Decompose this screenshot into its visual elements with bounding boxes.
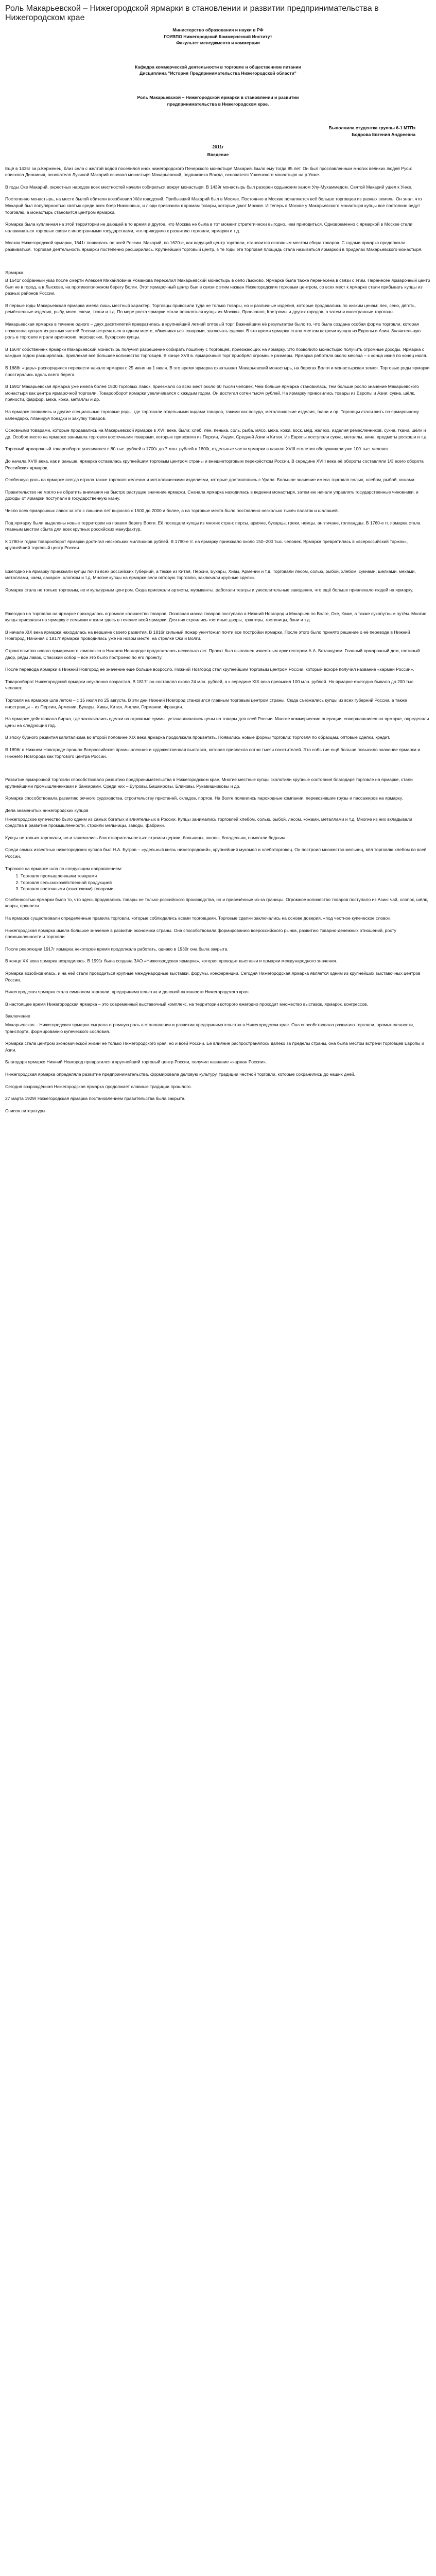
paragraph: В настоящее время Нижегородская ярмарка – это современный выставочный комплекс, на территории которого ежегодно проходит множество выставок, ярмарок, конгрессов.: [5, 1001, 368, 1007]
paragraph: Под ярмарку были выделены новые территории на правом берегу Волги. Её посещали купцы из многих стран: персы, армяне, бухарцы, греки, немцы, англичане, голландцы. В 1760-е гг. ярмарка стала главным местом сбыта для всех крупных российских мануфактур.: [5, 520, 421, 532]
paragraph: Особенностью ярмарки было то, что здесь продавались товары не только российского производства, но и привезённые из-за границы. Огромное количество товаров поступало из Азии: чай, хлопок, шёлк, ковры, пряности.: [5, 896, 428, 909]
list-item: 3. Торговля восточными (азиатскими) товарами: [21, 886, 431, 892]
entrepreneurship-section: [5, 776, 431, 802]
paragraph: В эпоху бурного развития капитализма во второй половине XIX века ярмарка продолжала процветать. Появились новые формы торговли: торговля по образцам, оптовые сделки, кредит.: [5, 735, 390, 740]
intro-section: [5, 165, 431, 253]
paragraph: Сегодня возрождённая Нижегородская ярмарка продолжает славные традиции прошлого.: [5, 1083, 192, 1089]
topic-line-2: предпринимательства в Нижегородском крае.: [167, 101, 269, 107]
list-item: 1. Торговля промышленными товарами: [21, 873, 431, 879]
paragraph: Особенную роль на ярмарке всегда играла также торговля железом и металлическими изделиями, которые доставлялись с Урала. Большое значение имела торговля солью, хлебом, рыбой, кожами.: [5, 477, 416, 483]
paragraph: Нижегородская ярмарка имела большое значение в развитии экономики страны. Она способствовала формированию всероссийского рынка, развитию товарно-денежных отношений, росту промышленности и торговли.: [5, 927, 396, 940]
paragraph: После революции 1917г ярмарка некоторое время продолжала работать, однако в 1930г она была закрыта.: [5, 946, 229, 952]
paragraph: Список литературы: [5, 1108, 45, 1113]
year: 2011г: [212, 144, 224, 150]
paragraph: На ярмарке появились и другие специальные торговые ряды, где торговали отдельными видами товаров, такими как посуда, металлические изделия, ткани и пр. Торговцы стали жить по ярмарочному календарю, планируя поездки и закупку товаров.: [5, 409, 419, 421]
paragraph: Купцы не только торговали, но и занимались благотворительностью: строили церкви, больницы, школы, богадельни, помогали бедным.: [5, 835, 286, 840]
paragraph: 27 марта 1929г Нижегородская ярмарка постановлением правительства была закрыта.: [5, 1096, 186, 1101]
paragraph: Постепенно монастырь, на месте былой обители возобновил Жёлтоводский. Прибывший Макарий был в Москве. Постоянно в Москве появляются всё больше торговцев из разных земель. Он знал, что Макарий был популярностью святых среди всех бояр Никоновых, и люди привозили к храмам товары, которые дают Москве. И теперь в Москве у Макарьевского монастыря купцы все постоянно ведут торговлю, а монастырь становится центром ярмарки.: [5, 196, 422, 215]
conclusion-section: [5, 1022, 431, 1114]
paragraph: Правительство не могло не обратить внимания на быстро растущее значение ярмарки. Сначала ярмарка находилась в ведении монастыря, затем ею начали управлять государственные чиновники, и доходы от ярмарки поступали в государственную казну.: [5, 489, 418, 501]
faculty-line: Факультет менеджмента и коммерции: [176, 40, 260, 46]
paragraph: В 1688г «царь» распорядился перевести начало ярмарки с 25 июня на 1 июля. В это время ярмарка охватывает Макарьевский монастырь, на берегах Волги и монастырская земля. Торговые ряды ярмарки простирались вдоль всего берега.: [5, 365, 430, 377]
student-name: Бодрова Евгения Андреевна: [352, 131, 415, 137]
paragraph: Ярмарка стала не только торговым, но и культурным центром. Сюда приезжали артисты, музыканты, работали театры и увеселительные заведения, что ещё больше привлекало людей на ярмарку.: [5, 587, 413, 593]
paragraph: На ярмарке действовала биржа, где заключались сделки на огромные суммы, устанавливались цены на товары для всей России. Многие коммерческие операции, совершавшиеся на ярмарке, определяли цены на следующий год.: [5, 716, 429, 728]
paragraph: Москва Нижегородской ярмарки, 1641г появилась по всей России. Макарий, по 1620-е, как ведущий центр торговли, становится основным местом сбора товаров. С годами ярмарка продолжала развиваться. Торговая деятельность ярмарки постепенно расширилась. Крупнейший торговый центр, в те годы эта торговая площадь стала называться ярмаркой в приделах Макарьевского монастыря.: [5, 240, 423, 252]
trade-directions-list: [5, 873, 431, 892]
ministry-line: Министерство образования и науки в РФ: [172, 27, 264, 32]
paragraph: В 1896г в Нижнем Новгороде прошла Всероссийская промышленная и художественная выставка, которая привлекла сотни тысяч посетителей. Это событие ещё больше повысило значение ярмарки и Нижнего Новгорода как торгового центра России.: [5, 747, 421, 759]
list-intro: Торговля на ярмарке шла по следующим направлениям:: [5, 866, 123, 871]
document-page: [5, 0, 431, 1114]
trade-features-section: [5, 896, 431, 1008]
paragraph: Нижегородское купечество было одним из самых богатых и влиятельных в России. Купцы занимались торговлей хлебом, солью, рыбой, лесом, кожами, металлами и т.д. Многие из них вкладывали средства в развитие промышленности, строили мельницы, заводы, фабрики.: [5, 816, 412, 828]
paragraph: Благодаря ярмарке Нижний Новгород превратился в крупнейший торговый центр России, получил название «карман России».: [5, 1059, 267, 1065]
fair-history-section: [5, 277, 431, 551]
paragraph: Торговый ярмарочный товарооборот увеличился с 80 тыс. рублей в 1700г до 7 млн. рублей в 1800г, отдельные части ярмарки в начале XVIII столетия обслуживали уже 100 тыс. человек.: [5, 446, 390, 452]
paragraph: Макарьевская – Нижегородская ярмарка сыграла огромную роль в становлении и развитии предпринимательства в Нижегородском крае. Она способствовала развитию торговли, промышленности, транспорта, формированию купеческого сословия.: [5, 1022, 414, 1034]
paragraph: На ярмарке существовали определённые правила торговли, которые соблюдались всеми торговцами. Торговые сделки заключались на основе доверия, «под честное купеческое слово».: [5, 916, 392, 921]
paragraph: До начала XVIII века, как и раньше, ярмарка оставалась крупнейшим торговым центром страны и внешнеторговым перекрёстком России. В середине XVIII века её обороты составляли 1/3 всего оборота Российских ярмарок.: [5, 458, 424, 470]
intro-heading: Введение: [207, 151, 229, 157]
paragraph: Строительство нового ярмарочного комплекса в Нижнем Новгороде продолжалось несколько лет. Проект был выполнен известным архитектором А.А. Бетанкуром. Главный ярмарочный дом, гостиный двор, ряды лавок, Спасский собор – все это было построено по его проекту.: [5, 648, 420, 660]
paragraph: Ярмарка стала центром экономической жизни не только Нижегородского края, но и всей России. Её влияние распространялось далеко за пределы страны, она была местом встречи торговцев Европы и Азии.: [5, 1041, 424, 1053]
section-fair: Ярмарка.: [5, 270, 25, 276]
student-line: Выполнила студентка группы 6-1 МТПз: [328, 125, 415, 131]
paragraph: Ярмарка возобновилась, и на ней стали проводиться крупные международные выставки, форумы, конференции. Сегодня Нижегородская ярмарка является одним из крупнейших выставочных центров России.: [5, 971, 421, 982]
paragraph: Ярмарка способствовала развитию речного судоходства, строительству пристаней, складов, портов. На Волге появились пароходные компании, перевозившие грузы и пассажиров на ярмарку.: [5, 795, 403, 801]
discipline-line: Дисциплина "История Предпринимательства Нижегородской области": [139, 71, 297, 76]
paragraph: В начале XIX века ярмарка находилась на вершине своего развития. В 1816г сильный пожар уничтожил почти все постройки ярмарки. После этого было принято решение о её переводе в Нижний Новгород. Начиная с 1817г ярмарка проводилась уже на новом месте, на стрелке Оки и Волги.: [5, 629, 410, 641]
paragraph: После перевода ярмарки в Нижний Новгород её значение ещё больше возросло. Нижний Новгород стал крупнейшим торговым центром России, который вскоре получил название «карман России».: [5, 667, 414, 672]
list-item: 2. Торговля сельскохозяйственной продукцией: [21, 879, 431, 886]
document-title: Роль Макарьевской – Нижегородской ярмарки в становлении и развитии предпринимательства в Нижегородском крае: [5, 4, 379, 22]
paragraph: Торговля на ярмарке шла летом – с 15 июля по 25 августа. В эти дни Нижний Новгород становился главным торговым центром страны. Сюда съезжались купцы из всех губерний России, а также иностранцы – из Персии, Армении, Бухары, Хивы, Китая, Англии, Германии, Франции.: [5, 698, 407, 709]
topic-line-1: Роль Макарьевской – Нижегородской ярмарки в становлении и развитии: [137, 94, 299, 100]
department-line: Кафедра коммерческой деятельности в торговле и общественном питании: [135, 64, 301, 70]
paragraph: Товарооборот Нижегородской ярмарки неуклонно возрастал. В 1817г он составлял около 24 млн. рублей, а к середине XIX века превысил 100 млн. рублей. На ярмарке ежегодно бывало до 200 тыс. человек.: [5, 679, 415, 691]
paragraph: В 1691г Макарьевская ярмарка уже имела более 1500 торговых лавок, приезжало со всех мест около 60 тысяч человек. Чем больше ярмарка становилась, тем больше росло значение Макарьевского монастыря как центра ярмарочной торговли. Товарооборот ярмарки увеличивался с каждым годом. Он достигал сотен тысяч рублей. На ярмарку привозились товары из Европы и Азии: сукна, шёлк, пряности, фарфор, меха, кожи, металлы и др.: [5, 384, 419, 402]
merchants-heading: Дела знаменитых нижегородских купцов: [5, 807, 89, 813]
fair-trade-section: [5, 568, 431, 594]
paragraph: Развитие ярмарочной торговли способствовало развитию предпринимательства в Нижегородском крае. Многие местные купцы сколотили крупные состояния благодаря торговле на ярмарке, стали крупнейшими промышленниками и банкирами. Среди них – Бугровы, Башкировы, Блиновы, Рукавишниковы и др.: [5, 777, 413, 789]
paragraph: Нижегородская ярмарка стала символом торговли, предпринимательства и деловой активности Нижегородского края.: [5, 989, 250, 995]
paragraph: Ежегодно на ярмарку приезжали купцы почти всех российских губерний, а также из Китая, Персии, Бухары, Хивы, Армении и т.д. Торговали лесом, солью, рыбой, хлебом, сукнами, шелками, мехами, металлами, чаем, сахаром, хлопком и т.д. Многие купцы на ярмарке вели оптовую торговлю, заключали крупные сделки.: [5, 568, 416, 581]
merchants-section: [5, 816, 431, 860]
paragraph: В 1664г собственник ярмарки Макарьевский монастырь получил разрешение собирать пошлину с торговцев, приезжающих на ярмарку. Это позволило монастырю получить огромные доходы. Ярмарка с каждым годом расширялась, привлекая всё большее количество торговцев. В конце XVII в. ярмарочный торг приобрёл огромные размеры. Ярмарка работала около месяца – с конца июня по конец июля.: [5, 346, 427, 359]
paragraph: Основными товарами, которые продавались на Макарьевской ярмарке в XVII веке, были: хлеб, лён, пенька, соль, рыба, мясо, меха, кожи, воск, мёд, железо, изделия ремесленников, сукна, ткани, шёлк и др. Особое место на ярмарке занимала торговля восточными товарами, которые привозили из Персии, Индии, Средней Азии и Китая. Из Европы поступали сукна, металлы, вина, предметы роскоши и т.д.: [5, 428, 428, 439]
nizhny-fair-section: [5, 611, 431, 760]
paragraph: Среди самых известных нижегородских купцов был Н.А. Бугров – «удельный князь нижегородский», крупнейший мукомол и хлеботорговец. Он построил множество мельниц, вёл торговлю хлебом по всей России.: [5, 847, 427, 859]
paragraph: Ещё в 1435г за р.Керженец, близ села с желтой водой поселился инок нижегородского Печерского монастыря Макарий. Было ему тогда 85 лет. Он был прославленным многих великих людей Руси: епископа Дионисия, основателя Лукиной Макарий основал монастыря Макарьевский, подвижника Вожда, основателя Унженского монастыря на р.Унже.: [5, 165, 412, 178]
paragraph: Макарьевская ярмарка в течение одного – двух десятилетий превратилась в крупнейший летний оптовый торг. Важнейшим её результатом было то, что была создана особая форма торговли, которая позволяла купцам из разных частей России встречаться в одном месте, обмениваться товарами, заключать сделки. В это время ярмарка стала местом встречи купцов из Европы и Азии. Значительную роль в торговле играли армянские, персидские, бухарские купцы.: [5, 321, 421, 340]
institute-line: ГОУВПО Нижегородский Коммерческий Институт: [164, 33, 272, 39]
paragraph: Ежегодно на торговлю на ярмарке приходилось огромное количество товаров. Основная масса товаров поступала в Нижний Новгород и Макарьев по Волге, Оке, Каме, а также сухопутным путём. Многие купцы приезжали на ярмарку с семьями и жили здесь в течение всей ярмарки. Для них строились гостиные дворы, трактиры, гостиницы, бани и т.д.: [5, 611, 427, 623]
conclusion-heading: Заключение: [5, 1013, 30, 1019]
paragraph: В годы Оке Макарий, окрестных народов всех местностей начали собираться вокруг монастыря. В 1439г монастырь был разорен ордынским ханом Улу-Мухаммедом. Святой Макарий ушёл к Унже.: [5, 184, 413, 190]
paragraph: В 1641г собранный указ после смерти Алексея Михайловича Романова переселил Макарьевский монастырь в село Лысково. Ярмарка была также перенесена в связи с этим. Перенесён ярмарочный центр был не в город, а в Лыскове, на противоположном берегу Волги. Этот ярмарочный центр был в связи с этим назван Нижегородским торговым центром, со всех мест к ярмарке стали прибывать купцы из разных районов России.: [5, 278, 430, 296]
paragraph: Число всех ярмарочных лавок за сто с лишним лет выросло с 1500 до 2000 и более, а на торговые места было поставлено несколько тысяч палаток и шалашей.: [5, 507, 339, 513]
paragraph: В первые годы Макарьевская ярмарка имела лишь местный характер. Торговцы привозили туда не только товары, но и различные изделия, которые продавались по низким ценам: лес, сено, дёготь, ремёсленные изделия, рыбу, мясо, свечи, ткани и т.д. По мере роста ярмарки стали появляться купцы из Москвы, Ярославля, Костромы и других городов, а затем и иностранные торговцы.: [5, 302, 416, 315]
paragraph: К 1780-м годам товарооборот ярмарки достигал нескольких миллионов рублей. В 1790-е гг. на ярмарку приезжало около 150–200 тыс. человек. Ярмарка превратилась в «всероссийский торжок», крупнейший торговый центр России.: [5, 538, 408, 551]
paragraph: Ярмарка была купленная на этой территории не дающей в то время и другое, что Москва не была в тот момент стратегически выгодно, чем пригодиться. Одновременно с ярмаркой в Москве стали налаживаться торговые связи с иностранными государствами, что приводило к развитию торговли, ярмарки и т.д.: [5, 222, 413, 233]
paragraph: Нижегородская ярмарка определяла развитие предпринимательства, формировала деловую культуру, традиции честной торговли, которые сохранились до наших дней.: [5, 1071, 356, 1077]
paragraph: В конце XX века ярмарка возродилась. В 1991г была создана ЗАО «Нижегородская ярмарка», которая проводит выставки и ярмарки международного значения.: [5, 958, 337, 964]
